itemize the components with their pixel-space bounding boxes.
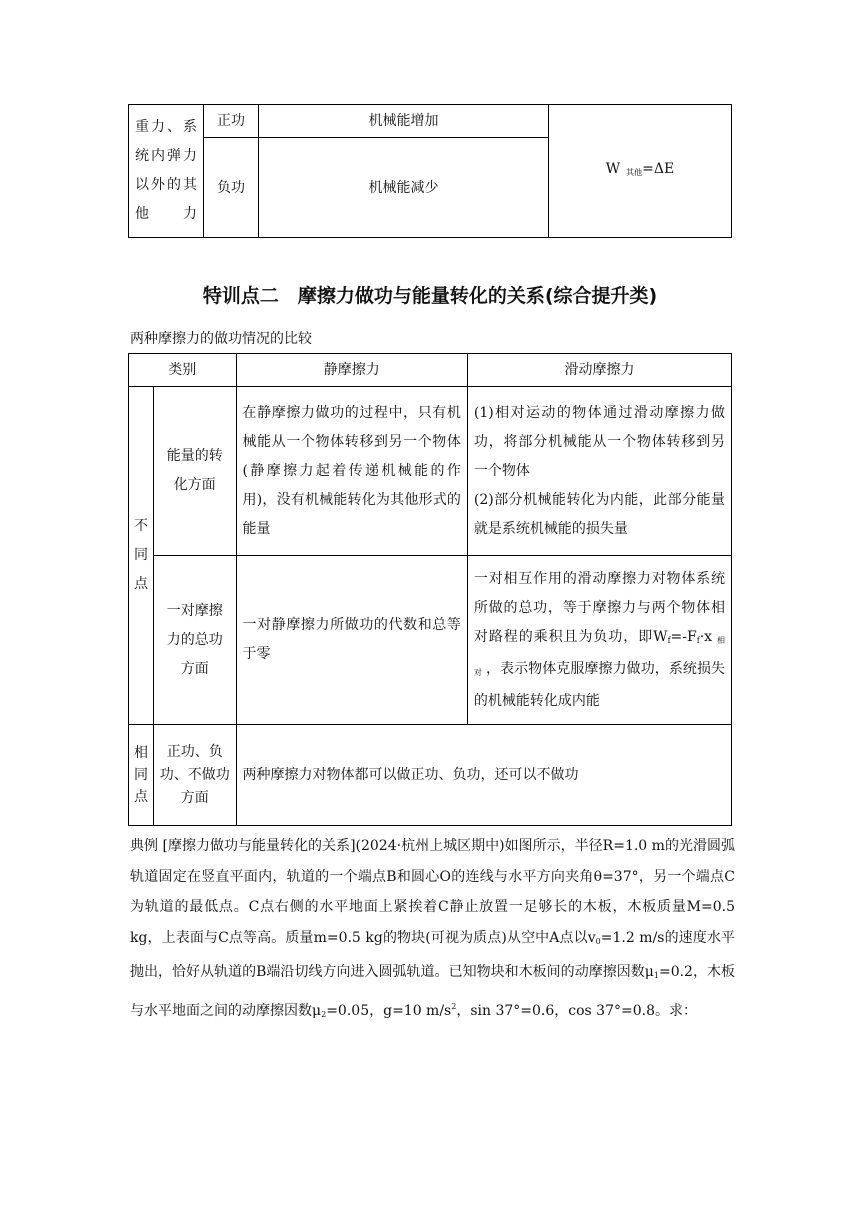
example-text-3: =0.2，木板与水平地面之间的动摩擦因数μ	[130, 964, 736, 1019]
table-row	[129, 725, 732, 826]
group-label-same: 相同点	[129, 725, 154, 826]
section-heading: 特训点二 摩擦力做功与能量转化的关系(综合提升类)	[202, 285, 658, 307]
same-point-content: 两种摩擦力对物体都可以做正功、负功，还可以不做功	[236, 725, 731, 826]
table-row	[129, 105, 732, 138]
sup-squared: 2	[451, 1001, 457, 1011]
sliding-energy-cell	[467, 387, 731, 556]
sub-f1: f	[667, 635, 671, 645]
header-sliding-friction: 滑动摩擦力	[467, 354, 731, 387]
sub-relative: 相对	[473, 635, 726, 677]
table-row	[129, 387, 732, 556]
formula-w: W	[605, 161, 621, 177]
energy-effect-cell: 机械能增加	[259, 105, 549, 138]
sliding-energy-point-1: (1)相对运动的物体通过滑动摩擦力做功，将部分机械能从一个物体转移到另一个物体	[473, 404, 725, 479]
example-text-1: 典例 [摩擦力做功与能量转化的关系](2024·杭州上城区期中)如图所示，半径R=1.0 m的光滑圆弧轨道固定在竖直平面内，轨道的一个端点B和圆心O的连线与水平方向夹角θ=37°，另一个端点C为轨道的最低点。C点右侧的水平地面上紧挨着C静止放置一足够长的木板，木板质量M=0.5 kg，上表面与C点等高。质量m=0.5 kg的物块(可视为质点)从空中A点以v	[130, 838, 735, 946]
sliding-text-b: =-F	[670, 628, 697, 645]
force-category-label: 重力、系统内弹力以外的其他力	[129, 105, 204, 238]
header-category: 类别	[129, 354, 237, 387]
example-problem-text	[130, 831, 735, 1030]
table-header-row	[129, 354, 732, 387]
sub-v0: 0	[595, 936, 601, 946]
formula-rest: =ΔE	[642, 161, 675, 177]
sliding-total-work-cell	[467, 556, 731, 725]
group-label-different: 不同点	[129, 387, 154, 725]
static-energy-cell: 在静摩擦力做功的过程中，只有机械能从一个物体转移到另一个物体(静摩擦力起着传递机械能的作用)，没有机械能转化为其他形式的能量	[236, 387, 467, 556]
header-static-friction: 静摩擦力	[236, 354, 467, 387]
example-text-2: =1.2 m/s的速度水平抛出，恰好从轨道的B端沿切线方向进入圆弧轨道。已知物块和木板间的动摩擦因数μ	[130, 929, 736, 980]
static-total-work-cell: 一对静摩擦力所做功的代数和总等于零	[236, 556, 467, 725]
work-energy-table	[128, 104, 732, 238]
work-type-cell: 正功	[204, 105, 259, 138]
sliding-text-a: 一对相互作用的滑动摩擦力对物体系统所做的总功，等于摩擦力与两个物体相对路程的乘积且为负功，即W	[473, 570, 725, 645]
sub-mu1: 1	[653, 971, 659, 980]
formula-cell	[549, 105, 732, 238]
formula-subscript: 其他	[626, 168, 643, 177]
sub-f2: f	[696, 635, 700, 645]
aspect-positive-negative: 正功、负功、不做功方面	[154, 725, 237, 826]
example-text-5: ，sin 37°=0.6，cos 37°=0.8。求：	[456, 1002, 697, 1019]
sliding-energy-point-2: (2)部分机械能转化为内能，此部分能量就是系统机械能的损失量	[473, 491, 725, 537]
sub-mu2: 2	[321, 1009, 327, 1019]
work-type-cell: 负功	[204, 138, 259, 238]
table-row	[129, 556, 732, 725]
friction-comparison-table	[128, 353, 732, 826]
example-text-4: =0.05，g=10 m/s	[326, 1002, 452, 1019]
table-caption: 两种摩擦力的做功情况的比较	[130, 331, 312, 347]
aspect-energy-conversion: 能量的转化方面	[154, 387, 237, 556]
sliding-text-d: ，表示物体克服摩擦力做功，系统损失的机械能转化成内能	[473, 660, 726, 709]
sliding-text-c: ·x	[699, 628, 713, 645]
energy-effect-cell: 机械能减少	[259, 138, 549, 238]
aspect-total-work: 一对摩擦力的总功方面	[154, 556, 237, 725]
